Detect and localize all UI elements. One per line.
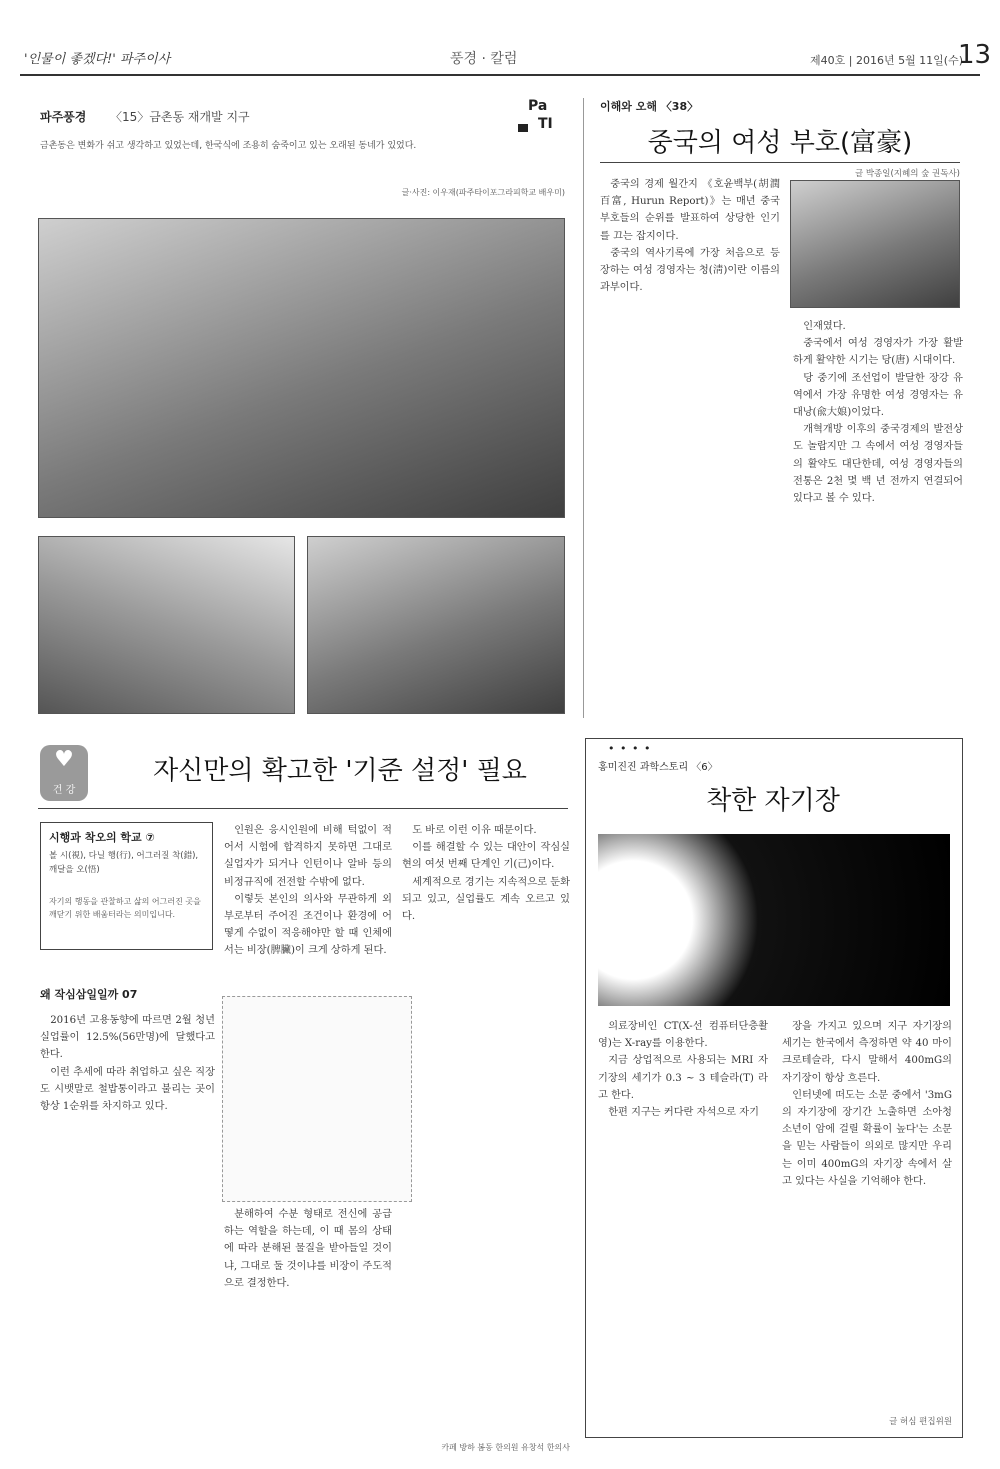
landscape-credit: 글·사진: 이우재(파주타이포그라피학교 배우미) [401, 188, 565, 197]
section-label: 풍경 · 칼럼 [450, 51, 518, 67]
health-rule [38, 808, 568, 809]
landscape-kicker: 파주풍경 [40, 110, 87, 124]
illustration-sad-person [222, 996, 412, 1202]
health-credit: 카페 방하 봄동 한의원 유창석 한의사 [441, 1443, 570, 1452]
badge-top: Pa [528, 98, 548, 114]
science-paragraph: 한편 지구는 커다란 자석으로 자기 [608, 1107, 759, 1119]
health-paragraph: 이렇듯 본인의 의사와 무관하게 외부로부터 주어진 조건이나 환경에 어떻게 수없이 적응해야만 할 때 인체에서는 비장(脾臟)이 크게 상하게 된다. [224, 893, 392, 957]
science-dots: • • • • [608, 742, 652, 755]
series-box-sub: 볼 시(視), 다닐 행(行), 어그러질 착(錯), 깨달을 오(悟) [49, 851, 199, 875]
science-paragraph: 의료장비인 CT(X-선 컴퓨터단층촬영)는 X-ray를 이용한다. [598, 1021, 768, 1050]
column-paragraph: 개혁개방 이후의 중국경제의 발전상도 놀랍지만 그 속에서 여성 경영자들의 활약도 대단한데, 여성 경영자들의 전통은 2천 몇 백 년 전까지 연결되어 있다고 볼 수 있다. [793, 424, 963, 505]
health-body-1 [40, 1012, 215, 1432]
science-paragraph: 장을 가지고 있으며 지구 자기장의 세기는 한국에서 측정하면 약 40 마이크로테슬라, 다시 말해서 400mG의 자기장이 항상 흐른다. [782, 1021, 952, 1084]
column-divider [583, 98, 584, 718]
health-body-3 [224, 1206, 392, 1432]
column-paragraph: 중국의 역사기록에 가장 처음으로 등장하는 여성 경영자는 청(淸)이란 이름의 과부이다. [600, 247, 780, 294]
science-kicker: 홍미진진 과학스토리 〈6〉 [598, 762, 718, 773]
rubble-photo [307, 536, 565, 714]
column-paragraph: 인재였다. [803, 321, 846, 332]
health-badge [40, 745, 88, 801]
health-subhead: 왜 작심삼일일까 07 [40, 988, 138, 1001]
science-paragraph: 지금 상업적으로 사용되는 MRI 자기장의 세기가 0.3 ~ 3 테슬라(T) 라고 한다. [598, 1055, 768, 1101]
landscape-subtitle: 〈15〉금촌동 재개발 지구 [110, 110, 250, 124]
health-paragraph: 이를 해결할 수 있는 대안이 작심실현의 여섯 번째 단계인 기(己)이다. [402, 842, 570, 871]
landscape-caption: 금촌동은 변화가 쉬고 생각하고 있었는데, 한국식에 조용히 숨죽이고 있는 오래된 동네가 있었다. [40, 141, 417, 151]
badge-bottom: TI [538, 116, 553, 132]
column-body-left [600, 176, 780, 716]
column-kicker: 이해와 오해 〈38〉 [600, 100, 699, 113]
science-paragraph: 인터넷에 떠도는 소문 중에서 '3mG의 자기장에 장기간 노출하면 소아청소년이 암에 걸릴 확률이 높다'는 소문을 믿는 사람들이 의외로 많지만 우리는 이미 400mG의 자기장 속에서 살고 있다는 사실을 기억해야 한다. [782, 1089, 952, 1187]
science-credit: 글 허심 편집위원 [889, 1417, 952, 1427]
badge-mark-icon [518, 124, 528, 132]
alley-photo [38, 218, 565, 518]
series-box-title: 시행과 착오의 학교 ⑦ [49, 831, 155, 844]
health-tag: 건 강 [52, 785, 76, 796]
column-paragraph: 중국에서 여성 경영자가 가장 활발하게 활약한 시기는 당(唐) 시대이다. [793, 338, 963, 367]
science-body-right [782, 1018, 952, 1408]
heart-plus-icon: ♥ [54, 747, 74, 772]
page-header [20, 40, 992, 76]
health-body-2 [224, 822, 392, 992]
series-box [40, 822, 213, 950]
science-body-left [598, 1018, 768, 1428]
column-paragraph: 중국의 경제 월간지 《호윤백부(胡潤百富, Hurun Report)》는 매년 중국 부호들의 순위를 발표하여 상당한 인기를 끄는 잡지이다. [600, 179, 780, 242]
author-portrait [790, 180, 960, 308]
magnetosphere-diagram [598, 834, 950, 1006]
health-title: 자신만의 확고한 '기준 설정' 필요 [153, 756, 527, 786]
health-paragraph: 세계적으로 경기는 지속적으로 둔화되고 있고, 실업률도 계속 오르고 있다. [402, 876, 570, 923]
series-box-desc: 자기의 행동을 관찰하고 삶의 어그러진 곳을 깨닫기 위한 배움터라는 의미입니다. [49, 897, 201, 919]
health-body-4 [402, 822, 570, 1432]
health-paragraph: 2016년 고용동향에 따르면 2월 청년실업률이 12.5%(56만명)에 달했다고 한다. [40, 1015, 215, 1061]
health-paragraph: 이런 추세에 따라 취업하고 싶은 직장도 시뱃말로 철밥통이라고 불리는 곳이 항상 1순위를 차지하고 있다. [40, 1066, 215, 1113]
column-rule [600, 162, 960, 163]
column-byline: 글 박종일(지혜의 숲 권독사) [854, 169, 960, 179]
page-number: 13 [958, 40, 992, 70]
issue-info: 제40호 | 2016년 5월 11일(수) [810, 54, 964, 67]
masthead-logo: '인물이 좋겠다!' 파주이사 [24, 52, 171, 67]
health-paragraph: 분해하여 수분 형태로 전신에 공급하는 역할을 하는데, 이 때 몸의 상태에 따라 분해된 물질을 받아들일 것이냐, 그대로 둘 것이냐를 비장이 주도적으로 결정한다. [224, 1209, 392, 1289]
column-body-right [793, 318, 963, 718]
column-paragraph: 당 중기에 조선업이 발달한 장강 유역에서 가장 유명한 여성 경영자는 유대낭(兪大娘)이었다. [793, 372, 963, 419]
science-title: 착한 자기장 [706, 786, 840, 816]
health-paragraph: 인원은 응시인원에 비해 턱없이 적어서 시험에 합격하지 못하면 그대로 실업자가 되거나 인턴이나 알바 등의 비정규직에 전전할 수밖에 없다. [224, 825, 392, 888]
column-title: 중국의 여성 부호(富豪) [647, 128, 913, 158]
demolition-photo [38, 536, 295, 714]
health-paragraph: 도 바로 이런 이유 때문이다. [412, 825, 537, 836]
